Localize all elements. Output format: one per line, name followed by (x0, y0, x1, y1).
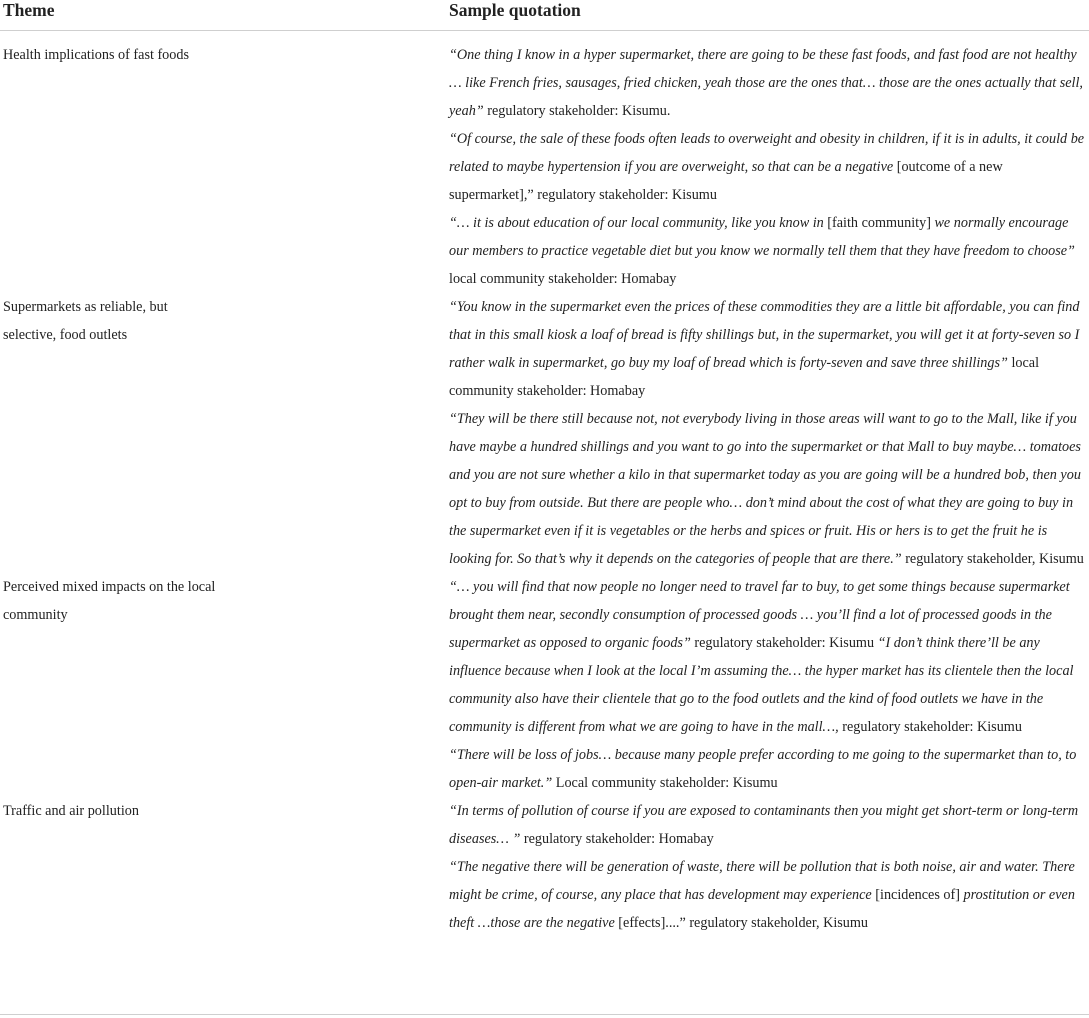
quote-attribution: regulatory stakeholder: Kisumu. (483, 102, 671, 119)
table-body (0, 30, 1089, 937)
quote-attribution: regulatory stakeholder, Kisumu (901, 550, 1084, 567)
quote-attribution: [effects]....” (618, 914, 686, 931)
quote-attribution: Local community stakeholder: Kisumu (552, 774, 778, 791)
quote-attribution: local community stakeholder: Homabay (449, 354, 1040, 399)
table-header-row (0, 0, 1089, 30)
quotation-paragraph (449, 125, 1087, 209)
table-row (0, 293, 1089, 573)
quote-attribution: regulatory stakeholder, Kisumu (685, 914, 869, 931)
quotation-paragraph (449, 573, 1087, 741)
quote-text: “Of course, the sale of these foods often leads to overweight and obesity in children, if it is in adults, it could be related to maybe hypertension if you are overweight, so that can be a negative (449, 130, 1085, 175)
quote-text: “… it is about education of our local community, like you know in (449, 214, 828, 231)
quote-attribution: regulatory stakeholder: Kisumu (533, 186, 717, 203)
theme-cell: Health implications of fast foods (3, 46, 189, 63)
quote-text: “I don’t think there’ll be any influence because when I look at the local I’m assuming the… the hyper market has its clientele then the local community also have their clientele that go to the food outlets and the kind of food outlets we have in the community is different from what we are going to have in the mall…, (449, 634, 1074, 735)
header-sample-quotation: Sample quotation (447, 0, 1089, 30)
table-bottom-rule (0, 1014, 1089, 1015)
table-row (0, 30, 1089, 293)
quote-text: prostitution or even theft …those are the negative (449, 886, 1075, 931)
quotation-cell (447, 30, 1089, 293)
quotation-paragraph (449, 293, 1087, 405)
quotation-cell (447, 797, 1089, 937)
table-row (0, 573, 1089, 797)
table-row (0, 797, 1089, 937)
quotation-cell (447, 293, 1089, 573)
quote-text: “They will be there still because not, not everybody living in those areas will want to go to the Mall, like if you have maybe a hundred shillings and you want to go into the supermarket or that Mall to buy maybe… tomatoes and you are not sure whether a kilo in that supermarket today as you are going will be a hundred bob, then you opt to buy from outside. But there are people who… don’t mind about the cost of what they are going to buy in the supermarket even if it is vegetables or the herbs and spices or fruit. His or hers is to get the fruit he is looking for. So that’s why it depends on the categories of people that are there.” (449, 410, 1081, 567)
theme-cell: Perceived mixed impacts on the local community (3, 578, 216, 623)
quote-text: “The negative there will be generation of waste, there will be pollution that is both noise, air and water. There might be crime, of course, any place that has development may experience (449, 858, 1075, 903)
theme-cell: Supermarkets as reliable, but selective, food outlets (3, 298, 168, 343)
quotation-cell (447, 573, 1089, 797)
quotation-paragraph (449, 741, 1087, 797)
quote-text: “One thing I know in a hyper supermarket, there are going to be these fast foods, and fast food are not healthy … like French fries, sausages, fried chicken, yeah those are the ones that… those are the ones actually that sell, yeah” (449, 46, 1083, 119)
quote-text: “You know in the supermarket even the prices of these commodities they are a little bit affordable, you can find that in this small kiosk a loaf of bread is fifty shillings but, in the supermarket, you will get it at forty-seven so I rather walk in supermarket, go buy my loaf of bread which is forty-seven and save three shillings” (449, 298, 1080, 371)
quotation-paragraph (449, 41, 1087, 125)
quote-text: we normally encourage our members to practice vegetable diet but you know we normally tell them that they have freedom to choose” (449, 214, 1075, 259)
quote-attribution: regulatory stakeholder: Kisumu (690, 634, 878, 651)
theme-cell: Traffic and air pollution (3, 802, 139, 819)
quotation-paragraph (449, 853, 1087, 937)
quote-attribution: regulatory stakeholder: Homabay (520, 830, 714, 847)
quote-text: “In terms of pollution of course if you are exposed to contaminants then you might get short-term or long-term diseases… ” (449, 802, 1079, 847)
quote-attribution: [incidences of] (875, 886, 960, 903)
quote-attribution: regulatory stakeholder: Kisumu (838, 718, 1022, 735)
quote-attribution: [outcome of a new supermarket],” (449, 158, 1003, 203)
quote-attribution: [faith community] (827, 214, 931, 231)
header-theme: Theme (0, 0, 447, 30)
quote-attribution: local community stakeholder: Homabay (449, 270, 677, 287)
quotation-paragraph (449, 405, 1087, 573)
quote-text: “There will be loss of jobs… because many people prefer according to me going to the supermarket than to, to open-air market.” (449, 746, 1077, 791)
quotation-paragraph (449, 797, 1087, 853)
quote-text: “… you will find that now people no longer need to travel far to buy, to get some things because supermarket brought them near, secondly consumption of processed goods … you’ll find a lot of processed goods in the supermarket as opposed to organic foods” (449, 578, 1070, 651)
quotation-paragraph (449, 209, 1087, 293)
